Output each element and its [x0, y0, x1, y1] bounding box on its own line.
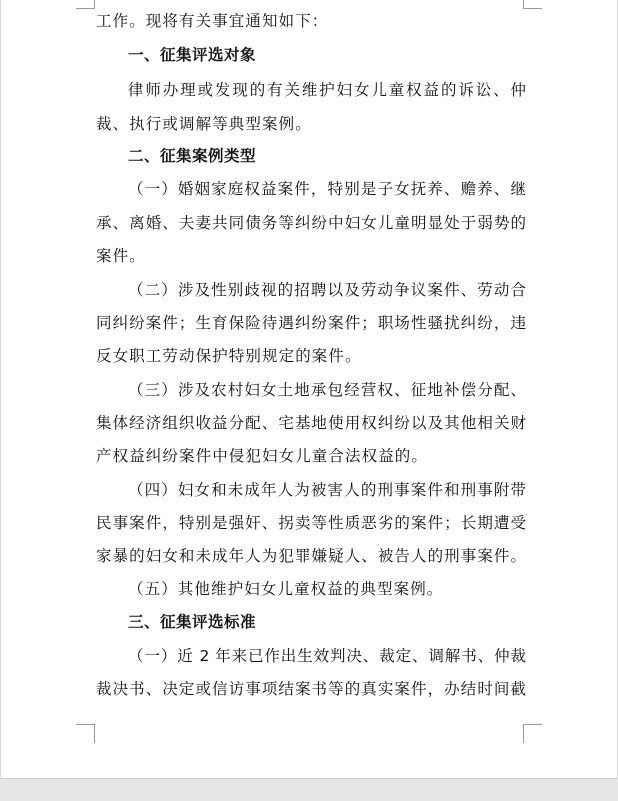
page-left-edge: [0, 0, 1, 778]
margin-corner-top-left: [76, 0, 95, 9]
margin-corner-bottom-right: [523, 724, 542, 743]
text-line: 反女职工劳动保护特别规定的案件。: [96, 347, 362, 365]
text-line: 承、离婚、夫妻共同债务等纠纷中妇女儿童明显处于弱势的: [96, 214, 526, 232]
text-line: 案件。: [96, 247, 146, 265]
text-line: （三）涉及农村妇女土地承包经营权、征地补偿分配、: [128, 381, 526, 399]
text-line: 工作。现将有关事宜通知如下：: [96, 12, 329, 30]
section-heading: 三、征集评选标准: [128, 613, 257, 631]
text-line: （一）婚姻家庭权益案件，特别是子女抚养、赡养、继: [128, 180, 526, 198]
text-line: 家暴的妇女和未成年人为犯罪嫌疑人、被告人的刑事案件。: [96, 547, 526, 565]
section-heading: 二、征集案例类型: [128, 147, 257, 165]
text-line: （五）其他维护妇女儿童权益的典型案例。: [128, 580, 444, 598]
text-line: 同纠纷案件；生育保险待遇纠纷案件；职场性骚扰纠纷，违: [96, 314, 526, 332]
margin-corner-bottom-left: [76, 724, 95, 743]
text-line: （四）妇女和未成年人为被害人的刑事案件和刑事附带: [128, 481, 526, 499]
text-line: 裁决书、决定或信访事项结案书等的真实案件，办结时间截: [96, 680, 526, 698]
text-line: 裁、执行或调解等典型案例。: [96, 115, 312, 133]
text-line: （二）涉及性别歧视的招聘以及劳动争议案件、劳动合: [128, 281, 526, 299]
text-line: 集体经济组织收益分配、宅基地使用权纠纷以及其他相关财: [96, 414, 526, 432]
text-line: （一）近 2 年来已作出生效判决、裁定、调解书、仲裁: [128, 647, 526, 665]
text-line: 产权益纠纷案件中侵犯妇女儿童合法权益的。: [96, 447, 429, 465]
section-heading: 一、征集评选对象: [128, 46, 257, 64]
text-line: 民事案件，特别是强奸、拐卖等性质恶劣的案件；长期遭受: [96, 514, 526, 532]
margin-corner-top-right: [523, 0, 542, 9]
page-bottom-gap: [0, 778, 618, 801]
text-line: 律师办理或发现的有关维护妇女儿童权益的诉讼、仲: [128, 81, 526, 99]
